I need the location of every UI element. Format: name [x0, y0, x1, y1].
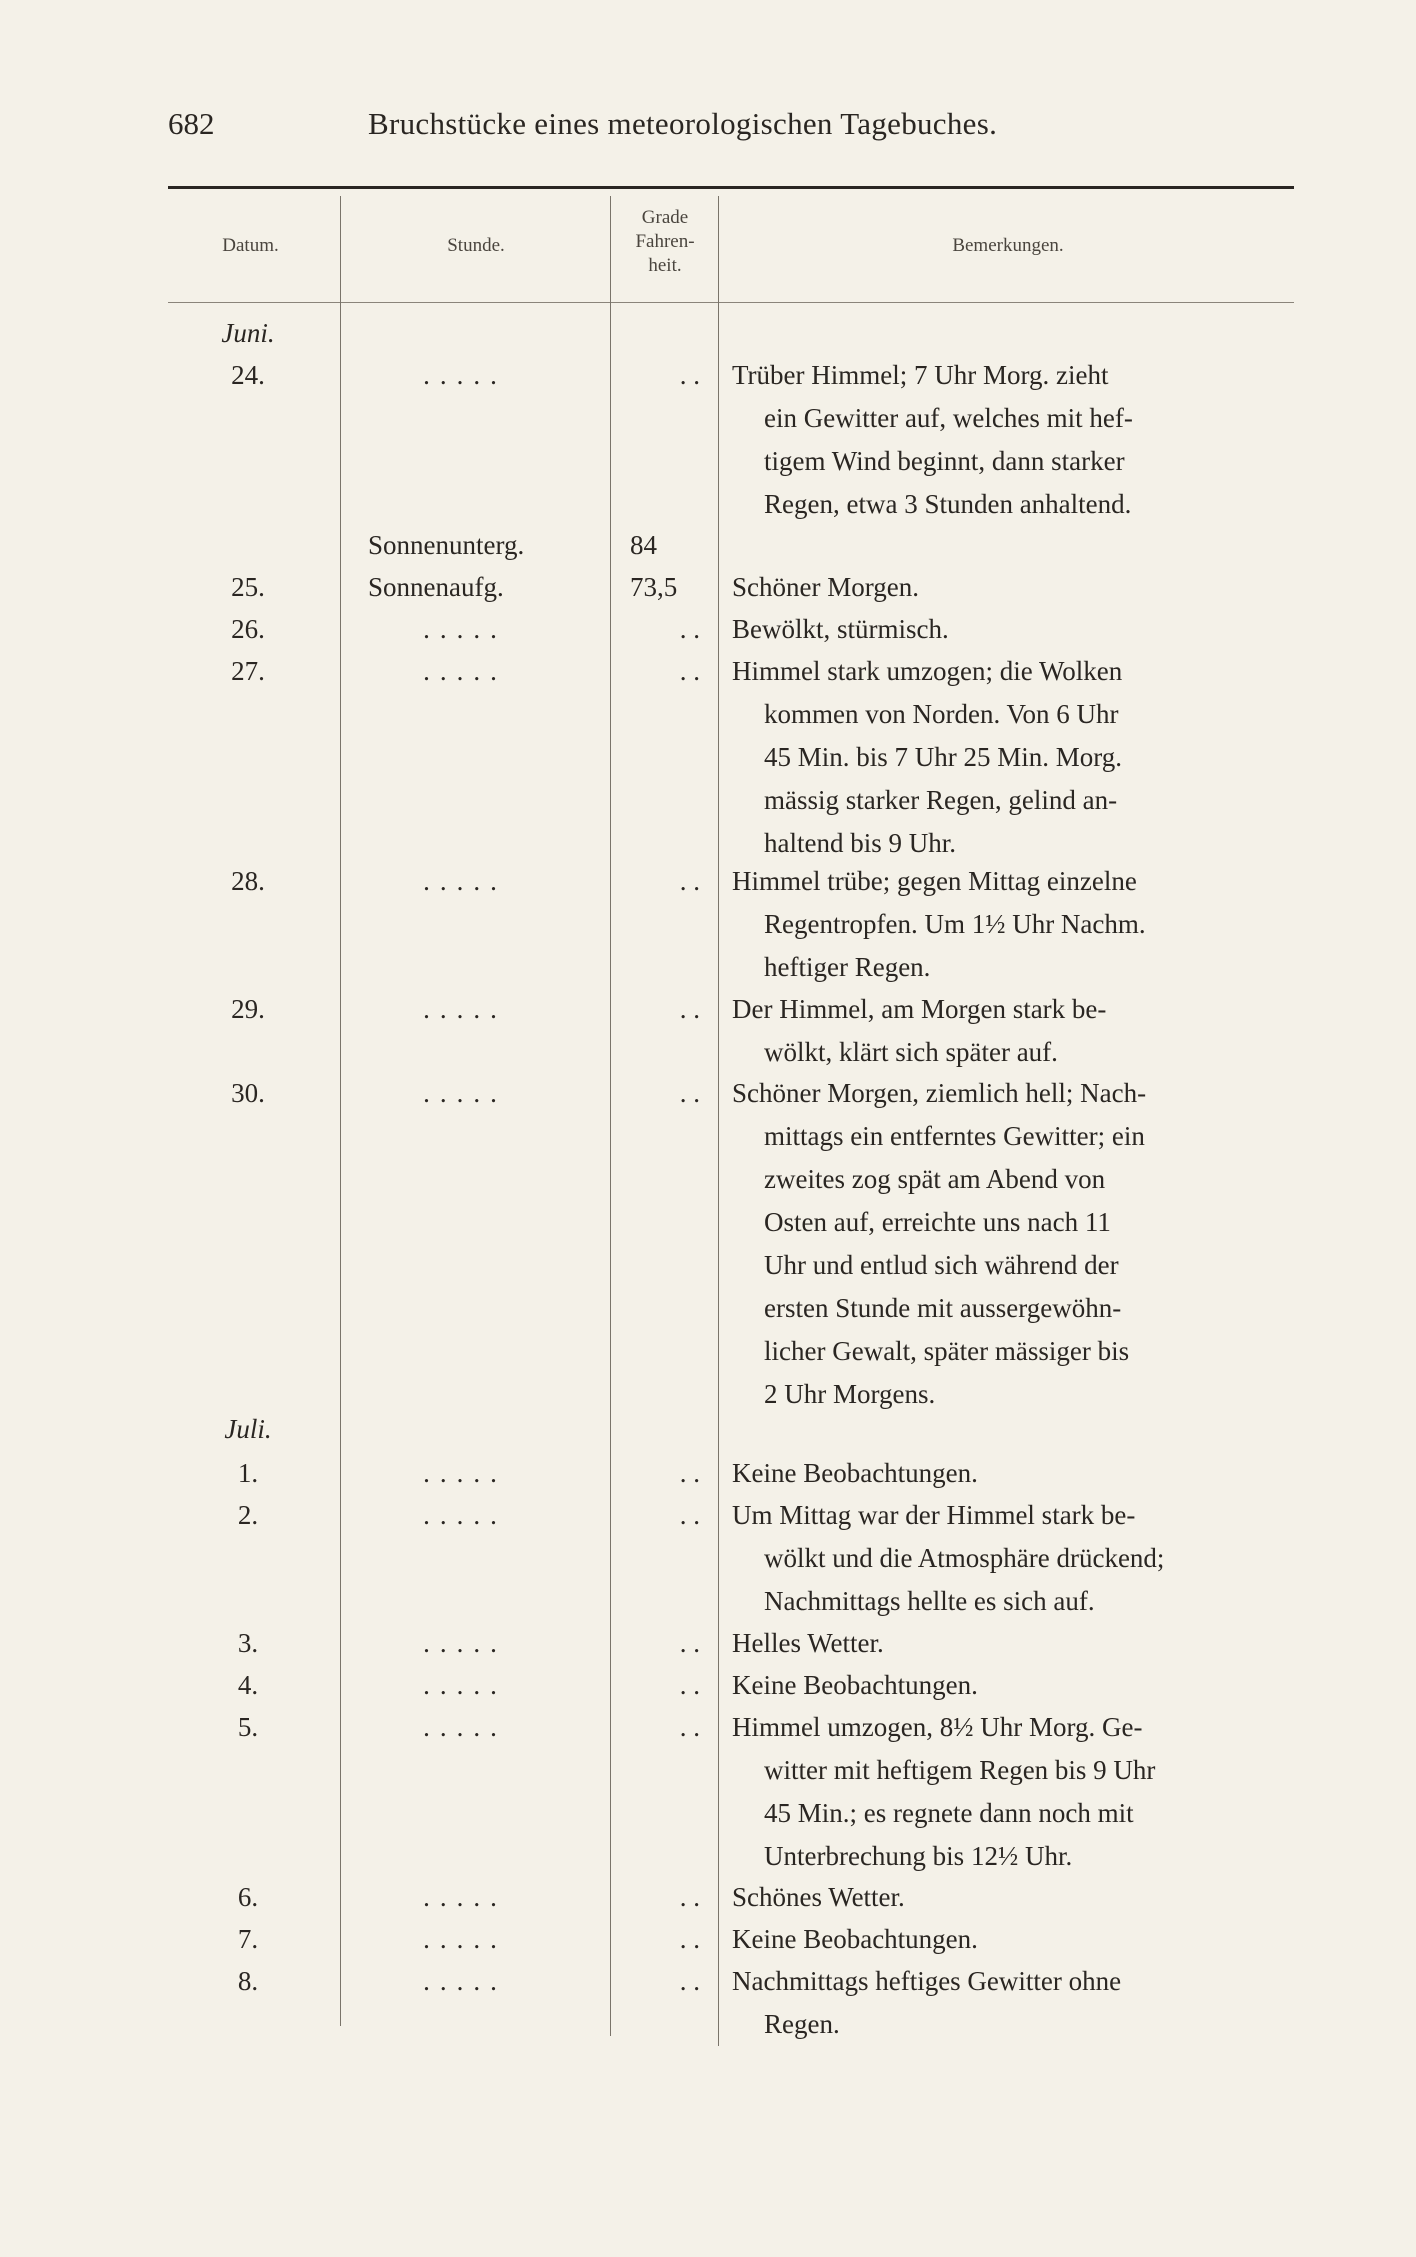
month-label-july: Juli. [224, 1414, 272, 1444]
row-hour: ..... [423, 1078, 507, 1108]
row-degrees: 84 [630, 530, 657, 560]
row-remarks [732, 1072, 1302, 1416]
remark-line: Regentropfen. Um 1½ Uhr Nachm. [764, 909, 1146, 939]
column-divider-2 [610, 196, 611, 2036]
remark-line: 45 Min. bis 7 Uhr 25 Min. Morg. [764, 742, 1123, 772]
remark-line: Helles Wetter. [732, 1628, 884, 1658]
remark-line: Trüber Himmel; 7 Uhr Morg. zieht [732, 360, 1109, 390]
remark-line: Nachmittags heftiges Gewitter ohne [732, 1966, 1122, 1996]
column-header-degrees-line1: Grade [641, 207, 689, 228]
row-hour: ..... [423, 1500, 507, 1530]
remark-line: mässig starker Regen, gelind an- [764, 785, 1118, 815]
remark-line: Keine Beobachtungen. [732, 1924, 978, 1954]
row-hour: ..... [423, 614, 507, 644]
remark-line: heftiger Regen. [764, 952, 931, 982]
row-hour: ..... [423, 1458, 507, 1488]
row-date: 7. [237, 1924, 259, 1954]
row-remarks [732, 1452, 1302, 1495]
table-top-rule [168, 186, 1294, 189]
remark-line: wölkt und die Atmosphäre drückend; [764, 1543, 1165, 1573]
row-remarks [732, 1918, 1302, 1961]
month-label-june: Juni. [221, 318, 275, 348]
row-date: 30. [231, 1078, 265, 1108]
row-date: 28. [231, 866, 265, 896]
row-remarks [732, 1960, 1302, 2046]
remark-line: Schönes Wetter. [732, 1882, 905, 1912]
column-header-degrees [610, 206, 720, 277]
remark-line: witter mit heftigem Regen bis 9 Uhr [764, 1755, 1156, 1785]
row-degrees: . . [679, 1458, 700, 1488]
remark-line: 45 Min.; es regnete dann noch mit [764, 1798, 1134, 1828]
row-hour: ..... [423, 1966, 507, 1996]
row-degrees: 73,5 [630, 572, 678, 602]
row-hour: ..... [423, 1712, 507, 1742]
row-degrees: . . [679, 866, 700, 896]
remark-line: Uhr und entlud sich während der [764, 1250, 1119, 1280]
row-degrees: . . [679, 994, 700, 1024]
remark-line: Um Mittag war der Himmel stark be- [732, 1500, 1136, 1530]
row-hour: Sonnenaufg. [368, 572, 504, 602]
remark-line: Regen. [764, 2009, 840, 2039]
remark-line: tigem Wind beginnt, dann starker [764, 446, 1125, 476]
remark-line: haltend bis 9 Uhr. [764, 828, 956, 858]
row-remarks [732, 1664, 1302, 1707]
remark-line: licher Gewalt, später mässiger bis [764, 1336, 1130, 1366]
remark-line: kommen von Norden. Von 6 Uhr [764, 699, 1119, 729]
row-date: 8. [237, 1966, 259, 1996]
row-remarks [732, 1876, 1302, 1919]
column-divider-1 [340, 196, 341, 2026]
column-header-date: Datum. [222, 235, 279, 256]
row-date: 27. [231, 656, 265, 686]
row-date: 24. [231, 360, 265, 390]
remark-line: Nachmittags hellte es sich auf. [764, 1586, 1095, 1616]
remark-line: Keine Beobachtungen. [732, 1458, 978, 1488]
row-degrees: . . [679, 1670, 700, 1700]
column-header-hour: Stunde. [447, 235, 505, 256]
column-divider-3 [718, 196, 719, 2046]
row-hour: ..... [423, 656, 507, 686]
remark-line: Keine Beobachtungen. [732, 1670, 978, 1700]
table-header-rule [168, 302, 1294, 303]
row-degrees: . . [679, 1924, 700, 1954]
row-remarks [732, 1622, 1302, 1665]
row-remarks [732, 608, 1302, 651]
remark-line: mittags ein entferntes Gewitter; ein [764, 1121, 1145, 1151]
remark-line: Osten auf, erreichte uns nach 11 [764, 1207, 1111, 1237]
page-number: 682 [168, 106, 215, 141]
running-header [168, 100, 1288, 160]
row-hour: ..... [423, 1670, 507, 1700]
row-hour: Sonnenunterg. [368, 530, 525, 560]
remark-line: Bewölkt, stürmisch. [732, 614, 949, 644]
row-date: 5. [237, 1712, 259, 1742]
row-degrees: . . [679, 1712, 700, 1742]
remark-line: Schöner Morgen. [732, 572, 919, 602]
row-degrees: . . [679, 656, 700, 686]
row-date: 29. [231, 994, 265, 1024]
row-remarks [732, 1494, 1302, 1623]
row-degrees: . . [679, 360, 700, 390]
row-remarks [732, 650, 1302, 865]
column-header-degrees-line3: heit. [648, 254, 682, 276]
row-remarks [732, 1706, 1302, 1878]
row-hour: ..... [423, 994, 507, 1024]
row-degrees: . . [679, 1966, 700, 1996]
remark-line: ersten Stunde mit aussergewöhn- [764, 1293, 1122, 1323]
row-date: 25. [231, 572, 265, 602]
row-date: 4. [237, 1670, 259, 1700]
row-hour: ..... [423, 1924, 507, 1954]
row-degrees: . . [679, 614, 700, 644]
remark-line: Himmel trübe; gegen Mittag einzelne [732, 866, 1137, 896]
row-degrees: . . [679, 1078, 700, 1108]
remark-line: Schöner Morgen, ziemlich hell; Nach- [732, 1078, 1147, 1108]
remark-line: Himmel stark umzogen; die Wolken [732, 656, 1123, 686]
row-degrees: . . [679, 1500, 700, 1530]
row-date: 26. [231, 614, 265, 644]
column-header-remarks: Bemerkungen. [952, 235, 1064, 256]
remark-line: ein Gewitter auf, welches mit hef- [764, 403, 1133, 433]
row-remarks [732, 354, 1302, 526]
running-title: Bruchstücke eines meteorologischen Tagebuches. [368, 106, 998, 141]
remark-line: Unterbrechung bis 12½ Uhr. [764, 1841, 1073, 1871]
row-hour: ..... [423, 866, 507, 896]
row-date: 6. [237, 1882, 259, 1912]
row-remarks [732, 566, 1302, 609]
remark-line: 2 Uhr Morgens. [764, 1379, 936, 1409]
row-date: 2. [237, 1500, 259, 1530]
remark-line: zweites zog spät am Abend von [764, 1164, 1106, 1194]
remark-line: Regen, etwa 3 Stunden anhaltend. [764, 489, 1132, 519]
row-date: 1. [237, 1458, 259, 1488]
row-hour: ..... [423, 1628, 507, 1658]
row-hour: ..... [423, 360, 507, 390]
remark-line: wölkt, klärt sich später auf. [764, 1037, 1058, 1067]
row-date: 3. [237, 1628, 259, 1658]
remark-line: Der Himmel, am Morgen stark be- [732, 994, 1107, 1024]
row-hour: ..... [423, 1882, 507, 1912]
row-remarks [732, 988, 1302, 1074]
row-degrees: . . [679, 1882, 700, 1912]
remark-line: Himmel umzogen, 8½ Uhr Morg. Ge- [732, 1712, 1143, 1742]
column-header-degrees-line2: Fahren- [635, 230, 695, 252]
row-remarks [732, 860, 1302, 989]
row-degrees: . . [679, 1628, 700, 1658]
